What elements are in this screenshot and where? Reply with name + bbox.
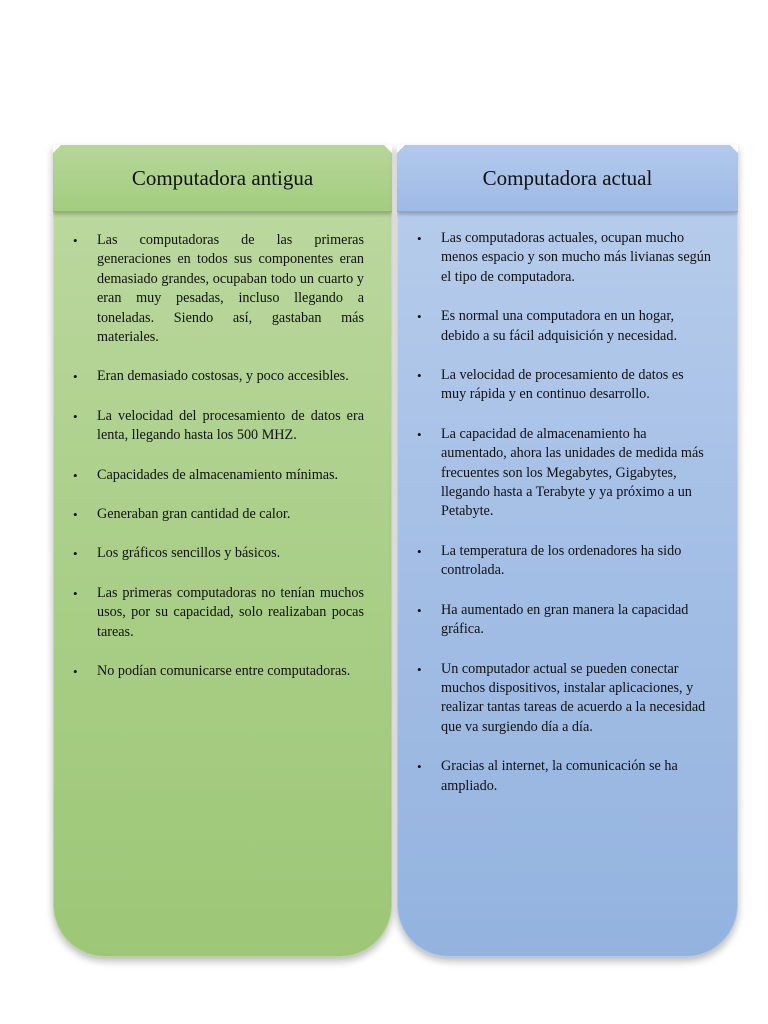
bullet-icon: • <box>417 231 422 246</box>
current-computer-title: Computadora actual <box>482 165 653 190</box>
list-item: • La velocidad de procesamiento de datos es muy rápida y en continuo desarrollo. <box>417 367 684 403</box>
list-item: • Las computadoras actuales, ocupan mucho menos espacio y son mucho más livianas según el tipo de computadora. <box>417 230 711 285</box>
list-item: • Generaban gran cantidad de calor. <box>53 505 392 524</box>
list-item: • Eran demasiado costosas, y poco accesibles. <box>53 367 392 386</box>
current-computer-header <box>397 145 738 212</box>
list-item: • Capacidades de almacenamiento mínimas. <box>53 466 392 485</box>
current-computer-list <box>397 229 738 816</box>
bullet-icon: • <box>73 664 78 680</box>
bullet-icon: • <box>417 759 422 775</box>
old-computer-header <box>53 145 392 212</box>
list-item: • La temperatura de los ordenadores ha sido controlada. <box>417 542 682 579</box>
bullet-icon: • <box>417 309 422 325</box>
bullet-icon: • <box>73 467 78 483</box>
bullet-icon: • <box>417 368 422 384</box>
old-computer-column <box>53 145 392 957</box>
list-item: • Es normal una computadora en un hogar, debido a su fácil adquisición y necesidad. <box>417 308 677 344</box>
bullet-icon: • <box>417 661 422 677</box>
list-item: • Las computadoras de las primeras generaciones en todos sus componentes eran demasiado grandes, ocupaban todo un cuarto y eran muy pesadas, incluso llegando a toneladas. Siendo así, gastaban más materiales. <box>73 232 364 346</box>
list-item: • Un computador actual se pueden conectar muchos dispositivos, instalar aplicaciones, y realizar tantas tareas de acuerdo a la necesidad que va surgiendo día a día. <box>417 660 706 735</box>
bullet-icon: • <box>73 369 78 385</box>
list-item: • Ha aumentado en gran manera la capacidad gráfica. <box>417 601 689 638</box>
bullet-icon: • <box>73 585 78 601</box>
list-item: • Los gráficos sencillos y básicos. <box>53 544 392 563</box>
list-item: • Las primeras computadoras no tenían muchos usos, por su capacidad, solo realizaban pocas tareas. <box>73 584 364 640</box>
old-computer-title: Computadora antigua <box>131 165 314 190</box>
bullet-icon: • <box>73 233 78 248</box>
list-item: • Gracias al internet, la comunicación se ha ampliado. <box>417 758 678 794</box>
list-item: • La velocidad del procesamiento de datos era lenta, llegando hasta los 500 MHZ. <box>73 407 364 444</box>
list-item: • No podían comunicarse entre computadoras. <box>53 662 392 681</box>
bullet-icon: • <box>417 602 422 618</box>
bullet-icon: • <box>73 546 78 562</box>
bullet-icon: • <box>417 543 422 559</box>
current-computer-column <box>397 145 738 957</box>
bullet-icon: • <box>417 426 422 442</box>
bullet-icon: • <box>73 507 78 523</box>
bullet-icon: • <box>73 408 78 424</box>
old-computer-list <box>53 231 392 702</box>
list-item: • La capacidad de almacenamiento ha aumentado, ahora las unidades de medida más frecuentes son los Megabytes, Gigabytes, llegando hasta a Terabyte y ya próximo a un Petabyte. <box>417 425 704 520</box>
